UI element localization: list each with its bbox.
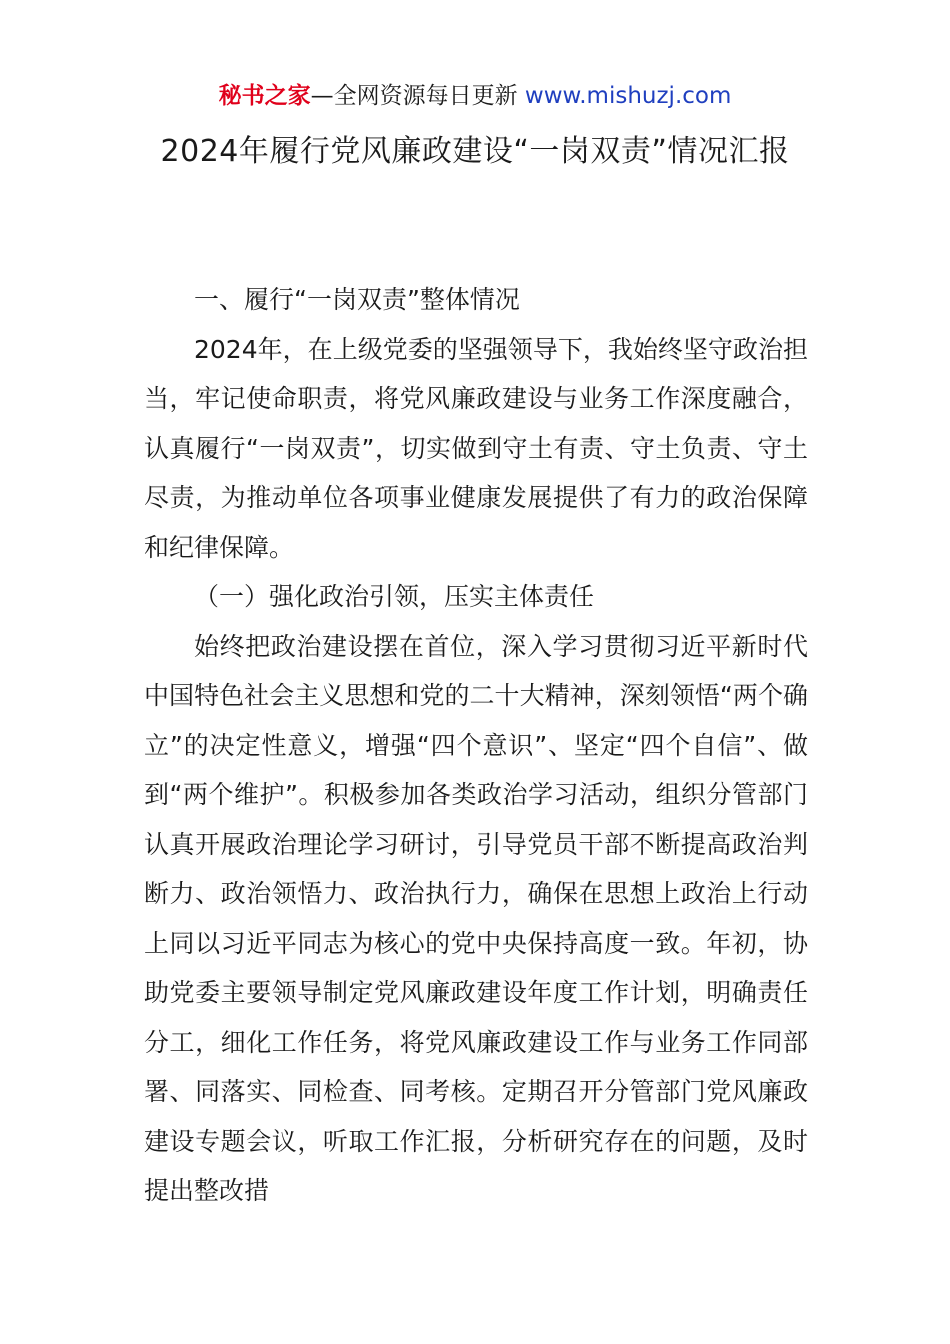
document-body [144, 275, 808, 1216]
body-paragraph: 2024年，在上级党委的坚强领导下，我始终坚守政治担当，牢记使命职责，将党风廉政建设与业务工作深度融合，认真履行“一岗双责”，切实做到守土有责、守土负责、守土尽责，为推动单位各项事业健康发展提供了有力的政治保障和纪律保障。 [144, 334, 808, 562]
document-title: 2024年履行党风廉政建设“一岗双责”情况汇报 [160, 134, 790, 169]
site-name: 秘书之家 [218, 83, 311, 109]
site-url[interactable]: www.mishuzj.com [524, 83, 732, 109]
subsection-heading: （一）强化政治引领，压实主体责任 [194, 582, 595, 611]
body-paragraph: 始终把政治建设摆在首位，深入学习贯彻习近平新时代中国特色社会主义思想和党的二十大精神，深刻领悟“两个确立”的决定性意义，增强“四个意识”、坚定“四个自信”、做到“两个维护”。积极参加各类政治学习活动，组织分管部门认真开展政治理论学习研讨，引导党员干部不断提高政治判断力、政治领悟力、政治执行力，确保在思想上政治上行动上同以习近平同志为核心的党中央保持高度一致。年初，协助党委主要领导制定党风廉政建设年度工作计划，明确责任分工，细化工作任务，将党风廉政建设工作与业务工作同部署、同落实、同检查、同考核。定期召开分管部门党风廉政建设专题会议，听取工作汇报，分析研究存在的问题，及时提出整改措 [144, 631, 808, 1205]
site-header [0, 80, 950, 112]
site-tagline: —全网资源每日更新 [310, 83, 518, 109]
section-heading: 一、履行“一岗双责”整体情况 [194, 285, 520, 314]
